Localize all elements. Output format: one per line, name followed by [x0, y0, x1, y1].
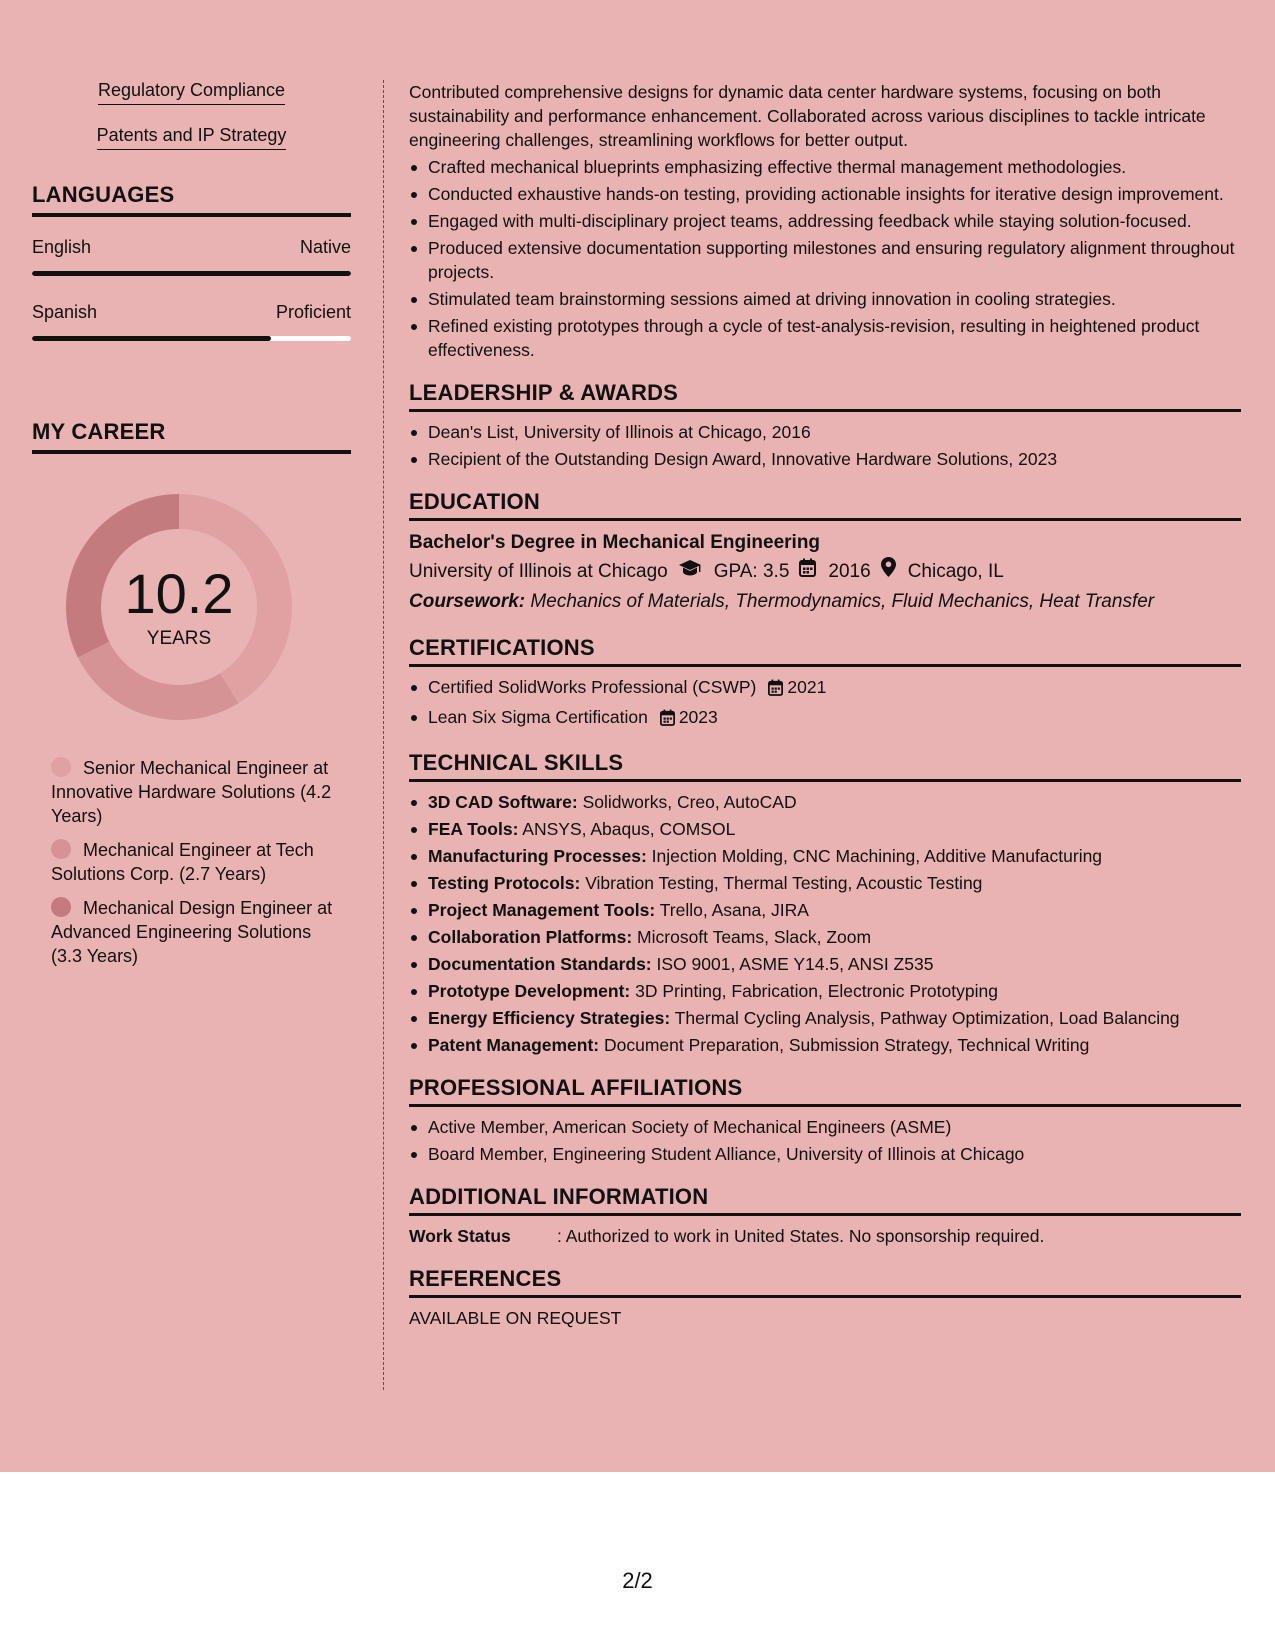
skill-values: Thermal Cycling Analysis, Pathway Optimization, Load Balancing: [670, 1008, 1180, 1028]
language-name: Spanish: [32, 302, 98, 322]
languages-heading: LANGUAGES: [32, 182, 351, 217]
list-item: Conducted exhaustive hands-on testing, providing actionable insights for iterative design improvement.: [409, 182, 1241, 206]
list-item: [409, 871, 1241, 895]
work-status-value: : Authorized to work in United States. No sponsorship required.: [557, 1226, 1045, 1246]
career-legend-label: Mechanical Engineer at Tech Solutions Corp. (2.7 Years): [51, 840, 314, 884]
skill-category: Prototype Development:: [428, 981, 631, 1001]
language-item: [32, 237, 351, 276]
language-name: English: [32, 237, 92, 257]
skill-values: Solidworks, Creo, AutoCAD: [577, 792, 797, 812]
certification-name: Certified SolidWorks Professional (CSWP): [428, 677, 757, 697]
left-column: [32, 80, 351, 978]
list-item: Produced extensive documentation supporting milestones and ensuring regulatory alignment throughout projects.: [409, 236, 1241, 284]
list-item: [409, 790, 1241, 814]
school-location: Chicago, IL: [907, 561, 1004, 582]
certification-name: Lean Six Sigma Certification: [428, 707, 648, 727]
list-item: Active Member, American Society of Mechanical Engineers (ASME): [409, 1115, 1241, 1139]
language-level: Proficient: [275, 302, 351, 322]
language-level-fill: [32, 336, 271, 341]
skill-values: ANSYS, Abaqus, COMSOL: [518, 819, 736, 839]
language-level-bar: [32, 336, 351, 341]
skill-values: ISO 9001, ASME Y14.5, ANSI Z535: [651, 954, 934, 974]
career-total-years: 10.2: [124, 562, 234, 625]
certification-year: 2021: [787, 677, 827, 697]
references-heading: REFERENCES: [409, 1266, 1241, 1298]
experience-summary: Contributed comprehensive designs for dynamic data center hardware systems, focusing on both sustainability and performance enhancement. Collaborated across various disciplines to tackle intricate engineering challenges, streamlining workflows for better output.: [409, 82, 1206, 150]
languages-list: [32, 237, 351, 341]
skill-category: 3D CAD Software:: [428, 792, 578, 812]
skill-category: Manufacturing Processes:: [428, 846, 647, 866]
work-status-label: Work Status: [409, 1226, 511, 1246]
list-item: Stimulated team brainstorming sessions aimed at driving innovation in cooling strategies.: [409, 287, 1241, 311]
certifications-list: [409, 675, 1241, 732]
leadership-list: [409, 420, 1241, 471]
list-item: [409, 1033, 1241, 1057]
coursework-label: Coursework:: [409, 591, 526, 612]
leadership-heading: LEADERSHIP & AWARDS: [409, 380, 1241, 412]
language-item: [32, 302, 351, 341]
skill-category: Testing Protocols:: [428, 873, 581, 893]
affiliations-list: [409, 1115, 1241, 1166]
list-item: Dean's List, University of Illinois at Chicago, 2016: [409, 420, 1241, 444]
coursework-list: Mechanics of Materials, Thermodynamics, Fluid Mechanics, Heat Transfer: [525, 591, 1155, 612]
list-item: [409, 705, 1241, 732]
education-details: [409, 557, 1241, 587]
language-level-fill: [32, 271, 351, 276]
career-legend-label: Mechanical Design Engineer at Advanced Engineering Solutions (3.3 Years): [51, 898, 333, 966]
list-item: [409, 925, 1241, 949]
career-donut-chart: [66, 494, 292, 720]
column-divider: [383, 80, 384, 1390]
career-years-unit: YEARS: [146, 628, 212, 649]
list-item: [409, 844, 1241, 868]
skill-category: Documentation Standards:: [428, 954, 652, 974]
skill-values: Injection Molding, CNC Machining, Additive Manufacturing: [646, 846, 1103, 866]
skill-values: Document Preparation, Submission Strategy, Technical Writing: [599, 1035, 1090, 1055]
skill-category: Energy Efficiency Strategies:: [428, 1008, 671, 1028]
right-column: [409, 80, 1241, 1330]
school-name: University of Illinois at Chicago: [409, 561, 668, 582]
references-text: AVAILABLE ON REQUEST: [409, 1308, 622, 1328]
legend-dot: [51, 757, 71, 777]
coursework: [409, 587, 1241, 617]
list-item: Board Member, Engineering Student Alliance, University of Illinois at Chicago: [409, 1142, 1241, 1166]
career-legend-item: [51, 838, 341, 886]
skill-tag: [32, 125, 351, 150]
list-item: [409, 675, 1241, 702]
page-number: 2/2: [622, 1568, 653, 1593]
list-item: Engaged with multi-disciplinary project teams, addressing feedback while staying solution-focused.: [409, 209, 1241, 233]
career-heading: MY CAREER: [32, 419, 351, 454]
list-item: Refined existing prototypes through a cycle of test-analysis-revision, resulting in heightened product effectiveness.: [409, 314, 1241, 362]
language-level: Native: [299, 237, 351, 257]
gpa: GPA: 3.5: [713, 561, 790, 582]
certifications-heading: CERTIFICATIONS: [409, 635, 1241, 667]
degree-title: Bachelor's Degree in Mechanical Engineering: [409, 532, 821, 553]
affiliations-heading: PROFESSIONAL AFFILIATIONS: [409, 1075, 1241, 1107]
technical-skills-list: [409, 790, 1241, 1057]
skill-values: Vibration Testing, Thermal Testing, Acoustic Testing: [580, 873, 983, 893]
career-legend-item: [51, 756, 341, 828]
calendar-icon: [768, 678, 783, 702]
skill-category: Patent Management:: [428, 1035, 600, 1055]
work-status: [409, 1224, 1241, 1248]
list-item: [409, 952, 1241, 976]
skill-category: Project Management Tools:: [428, 900, 656, 920]
graduation-year: 2016: [828, 561, 871, 582]
location-pin-icon: [881, 557, 896, 587]
list-item: Crafted mechanical blueprints emphasizing effective thermal management methodologies.: [409, 155, 1241, 179]
list-item: [409, 898, 1241, 922]
calendar-icon: [660, 708, 675, 732]
list-item: [409, 979, 1241, 1003]
legend-dot: [51, 839, 71, 859]
skill-tag-label: Regulatory Compliance: [98, 80, 285, 105]
donut-segment-2: [78, 642, 239, 720]
skill-category: Collaboration Platforms:: [428, 927, 633, 947]
language-level-bar: [32, 271, 351, 276]
list-item: [409, 1006, 1241, 1030]
legend-dot: [51, 897, 71, 917]
career-legend: [51, 756, 341, 968]
skill-category: FEA Tools:: [428, 819, 519, 839]
technical-skills-heading: TECHNICAL SKILLS: [409, 750, 1241, 782]
experience-bullets: [409, 155, 1241, 362]
skill-values: Microsoft Teams, Slack, Zoom: [632, 927, 872, 947]
career-legend-item: [51, 896, 341, 968]
list-item: Recipient of the Outstanding Design Award, Innovative Hardware Solutions, 2023: [409, 447, 1241, 471]
skill-tag: [32, 80, 351, 105]
graduation-cap-icon: [678, 557, 702, 587]
education-heading: EDUCATION: [409, 489, 1241, 521]
calendar-icon: [799, 557, 816, 587]
additional-info-heading: ADDITIONAL INFORMATION: [409, 1184, 1241, 1216]
skill-tag-label: Patents and IP Strategy: [97, 125, 287, 150]
list-item: [409, 817, 1241, 841]
skill-values: Trello, Asana, JIRA: [655, 900, 809, 920]
certification-year: 2023: [678, 707, 718, 727]
skill-values: 3D Printing, Fabrication, Electronic Prototyping: [630, 981, 998, 1001]
career-legend-label: Senior Mechanical Engineer at Innovative Hardware Solutions (4.2 Years): [51, 758, 332, 826]
